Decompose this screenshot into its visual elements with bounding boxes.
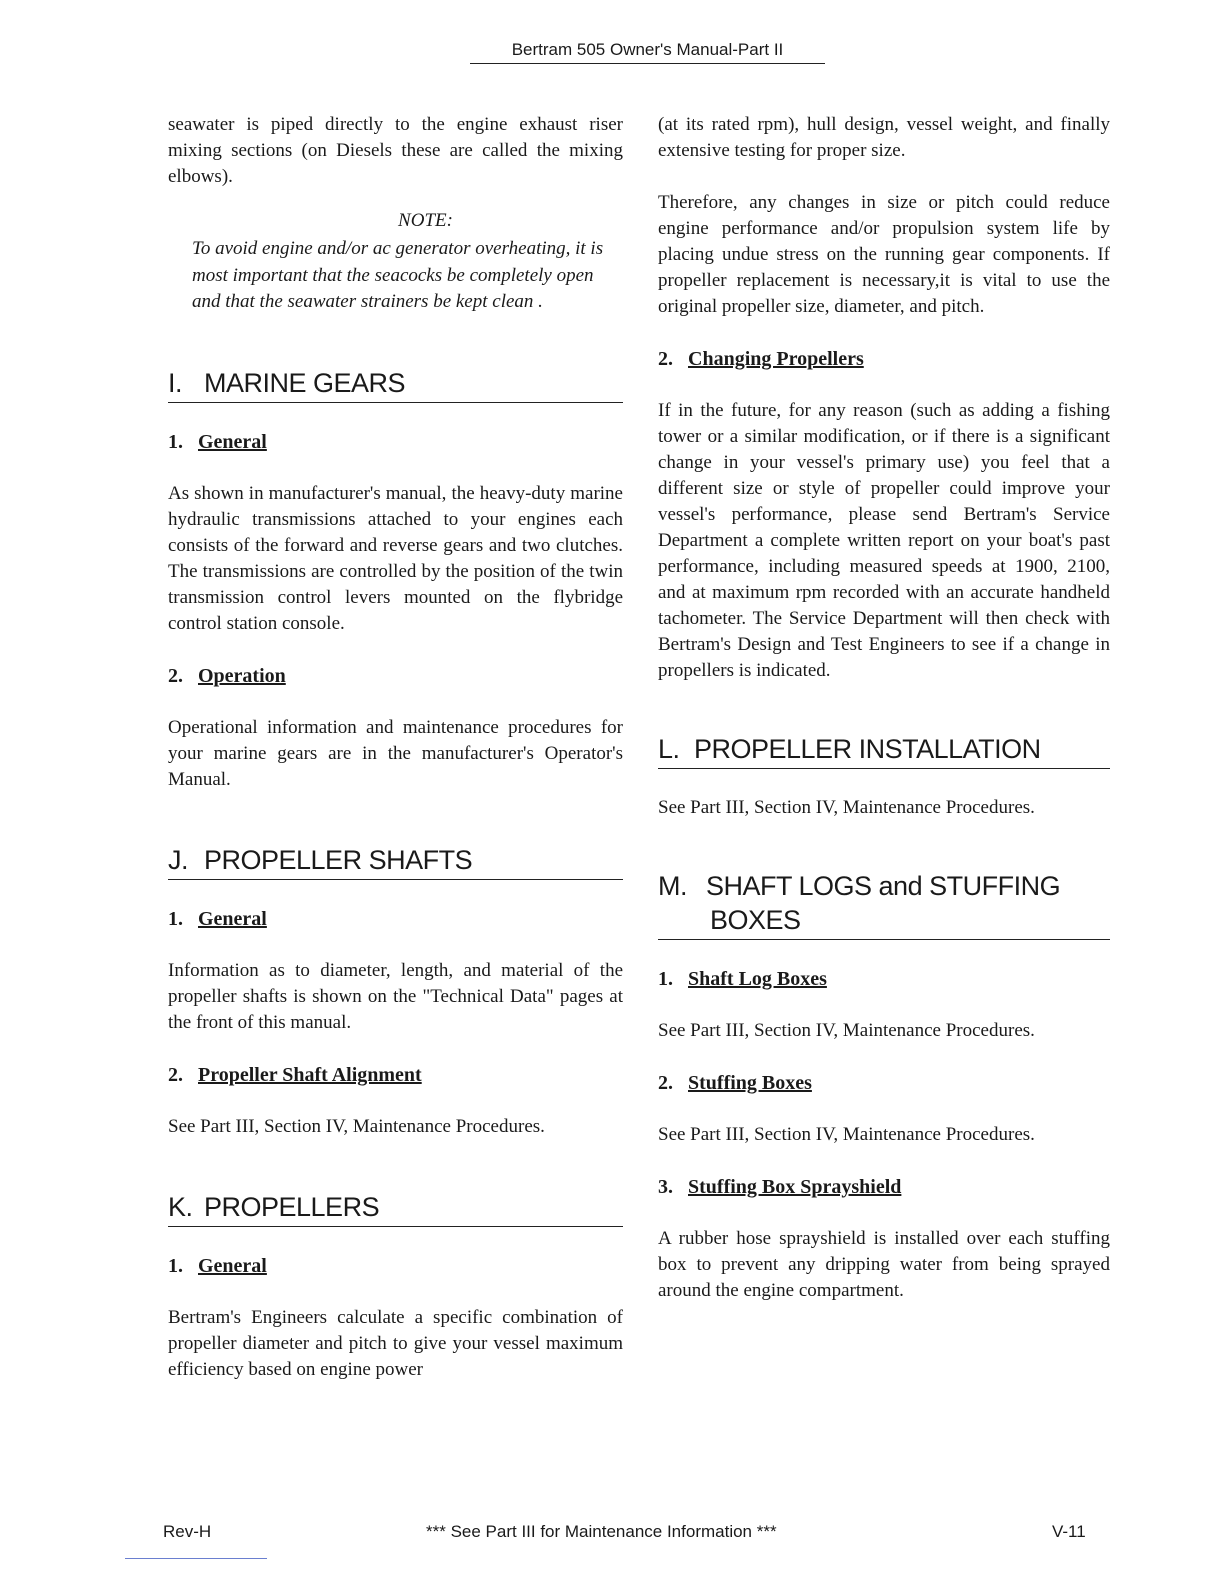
note-title: NOTE: <box>398 210 453 231</box>
subsection-title: General <box>198 1254 267 1277</box>
changing-propellers-text: If in the future, for any reason (such as adding a fishing tower or a similar modification, or if there is a significant change in your vessel's primary use) you feel that a different size or style of propeller could improve your vessel's performance, please send Bertram's Service Department a complete written report on your boat's past performance, including measured speeds at 1900, 2100, and at maximum rpm recorded with an accurate handheld tachometer. The Service Department will then check with Bertram's Design and Test Engineers to see if a change in propellers is indicated. <box>658 400 1110 681</box>
section-title: PROPELLER INSTALLATION <box>694 734 1041 764</box>
subsection-title: Operation <box>198 664 286 687</box>
section-title-line1: SHAFT LOGS and STUFFING <box>706 871 1061 901</box>
propeller-installation-text: See Part III, Section IV, Maintenance Procedures. <box>658 797 1035 818</box>
subsection-title: Propeller Shaft Alignment <box>198 1063 422 1086</box>
section-propellers-heading <box>168 1190 623 1227</box>
subsection-title: General <box>198 430 267 453</box>
changing-propellers-heading <box>658 346 1110 372</box>
section-title-line2: BOXES <box>710 905 801 935</box>
propellers-general-heading <box>168 1253 623 1279</box>
stuffing-box-sprayshield-text: A rubber hose sprayshield is installed over each stuffing box to prevent any dripping water from being sprayed around the engine compartment. <box>658 1228 1110 1301</box>
shaft-log-boxes-heading <box>658 966 1110 992</box>
propeller-shaft-alignment-text: See Part III, Section IV, Maintenance Procedures. <box>168 1115 545 1137</box>
footer-note: *** See Part III for Maintenance Information *** <box>426 1522 777 1541</box>
subsection-title: Shaft Log Boxes <box>688 968 827 990</box>
section-propeller-installation-heading <box>658 732 1110 769</box>
stuffing-boxes-heading <box>658 1070 1110 1096</box>
subsection-number: 2. <box>168 664 183 687</box>
section-title: MARINE GEARS <box>204 367 406 398</box>
subsection-number: 1. <box>168 430 183 453</box>
subsection-number: 3. <box>658 1176 673 1198</box>
subsection-number: 2. <box>658 1072 673 1094</box>
right-column <box>658 112 1110 1326</box>
page-header: Bertram 505 Owner's Manual-Part II <box>470 40 825 64</box>
section-shaft-logs-heading <box>658 869 1110 940</box>
intro-paragraph: seawater is piped directly to the engine exhaust riser mixing sections (on Diesels these are called the mixing elbows). <box>168 114 623 187</box>
section-title: PROPELLERS <box>204 1191 380 1222</box>
marine-gears-general-heading <box>168 429 623 455</box>
section-letter: M. <box>658 871 687 901</box>
shaft-log-boxes-text: See Part III, Section IV, Maintenance Procedures. <box>658 1020 1035 1041</box>
section-propeller-shafts-heading <box>168 843 623 880</box>
marine-gears-operation-text: Operational information and maintenance procedures for your marine gears are in the manufacturer's Operator's Manual. <box>168 716 623 790</box>
footer-page-number: V-11 <box>1052 1522 1086 1541</box>
scan-artifact-line <box>125 1558 267 1559</box>
subsection-title: Changing Propellers <box>688 348 864 370</box>
section-letter: L. <box>658 734 680 764</box>
section-letter: J. <box>168 844 189 875</box>
subsection-title: General <box>198 907 267 930</box>
note-body: To avoid engine and/or ac generator overheating, it is most important that the seacocks be completely open and that the seawater strainers be kept clean . <box>192 238 604 312</box>
stuffing-boxes-text: See Part III, Section IV, Maintenance Procedures. <box>658 1124 1035 1145</box>
subsection-title: Stuffing Box Sprayshield <box>688 1176 902 1198</box>
footer-revision: Rev-H <box>163 1522 212 1541</box>
section-letter: K. <box>168 1191 193 1222</box>
propeller-shaft-alignment-heading <box>168 1062 623 1088</box>
subsection-number: 1. <box>168 1254 183 1277</box>
section-title: PROPELLER SHAFTS <box>204 844 473 875</box>
marine-gears-operation-heading <box>168 663 623 689</box>
propellers-continued-text: (at its rated rpm), hull design, vessel weight, and finally extensive testing for proper size. <box>658 114 1110 161</box>
subsection-title: Stuffing Boxes <box>688 1072 812 1094</box>
propeller-shafts-general-heading <box>168 906 623 932</box>
subsection-number: 1. <box>168 907 183 930</box>
propeller-change-warning-text: Therefore, any changes in size or pitch could reduce engine performance and/or propulsion system life by placing undue stress on the running gear components. If propeller replacement is necessary,it is vital to use the original propeller size, diameter, and pitch. <box>658 192 1110 317</box>
marine-gears-general-text: As shown in manufacturer's manual, the heavy-duty marine hydraulic transmissions attached to your engines each consists of the forward and reverse gears and two clutches. The transmissions are controlled by the position of the twin transmission control levers mounted on the flybridge control station console. <box>168 482 623 634</box>
subsection-number: 2. <box>168 1063 183 1086</box>
propellers-general-text: Bertram's Engineers calculate a specific combination of propeller diameter and pitch to give your vessel maximum efficiency based on engine power <box>168 1306 623 1380</box>
subsection-number: 2. <box>658 348 673 370</box>
propeller-shafts-general-text: Information as to diameter, length, and material of the propeller shafts is shown on the "Technical Data" pages at the front of this manual. <box>168 959 623 1033</box>
subsection-number: 1. <box>658 968 673 990</box>
section-marine-gears-heading <box>168 366 623 403</box>
section-letter: I. <box>168 367 183 398</box>
stuffing-box-sprayshield-heading <box>658 1174 1110 1200</box>
left-column <box>168 112 623 1405</box>
